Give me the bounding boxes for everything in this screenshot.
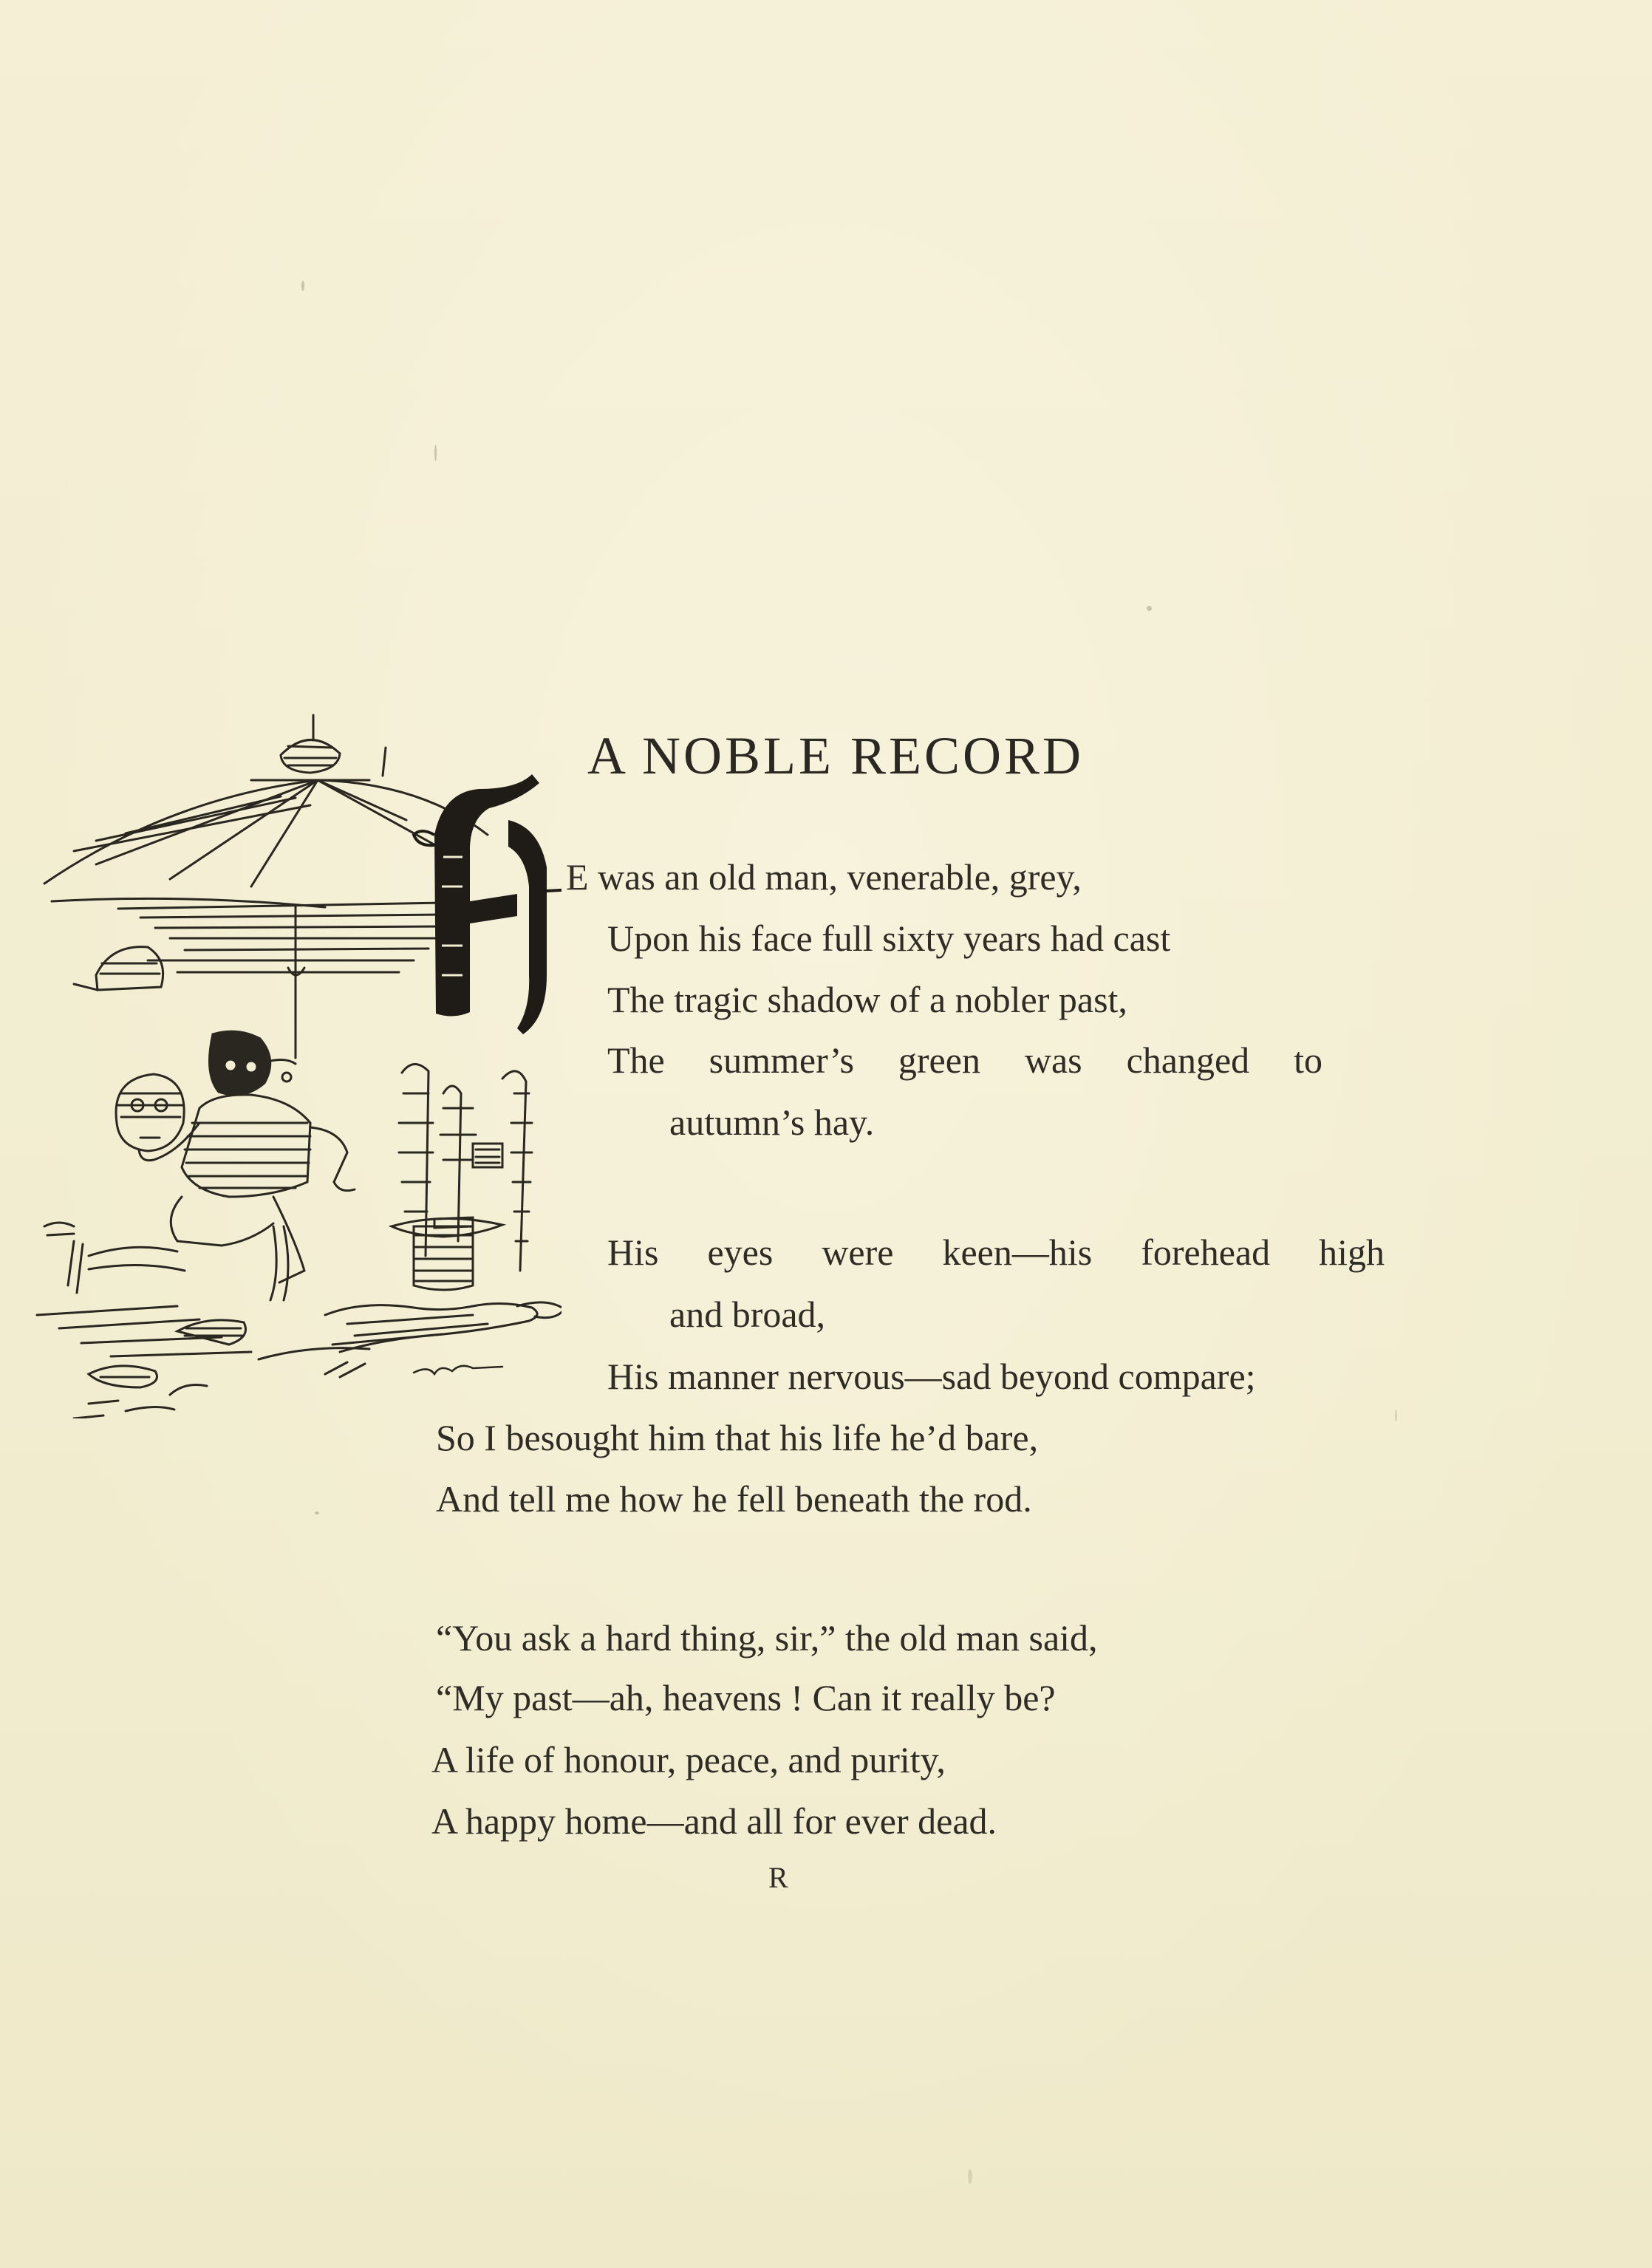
finial-figure: [251, 715, 386, 780]
drop-cap-h: [414, 774, 562, 1034]
paper-speck: [1147, 606, 1152, 611]
stanza3-line1: “You ask a hard thing, sir,” the old man said,: [436, 1617, 1098, 1659]
umbrella-stand: [399, 1064, 532, 1271]
poem-title: A NOBLE RECORD: [587, 726, 1085, 785]
seated-figure: [89, 1031, 355, 1300]
stanza1-line2: Upon his face full sixty years had cast: [607, 918, 1171, 959]
stanza2-line3: So I besought him that his life he’d bare,: [436, 1417, 1039, 1458]
artist-monogram: [414, 1366, 502, 1374]
stanza3-line4: A happy home—and all for ever dead.: [431, 1800, 997, 1842]
paper-speck: [968, 2169, 972, 2184]
stanza3-line2: “My past—ah, heavens ! Can it really be?: [436, 1677, 1056, 1718]
stanza2-line1: His eyes were keen—his forehead high: [607, 1232, 1385, 1273]
ground-clutter: [37, 1223, 562, 1418]
umbrella-icon: [44, 780, 488, 1058]
stanza1-line4-continued: autumn’s hay.: [669, 1101, 875, 1143]
stanza1-line4: The summer’s green was changed to: [607, 1039, 1322, 1081]
top-hat-icon: [392, 1217, 502, 1290]
paper-speck: [1395, 1410, 1397, 1421]
stanza2-line4: And tell me how he fell beneath the rod.: [436, 1478, 1032, 1520]
skull-icon: [116, 1074, 184, 1151]
signature-mark: R: [768, 1861, 788, 1894]
stanza2-line2: His manner nervous—sad beyond compare;: [607, 1356, 1256, 1397]
stanza1-line1: E was an old man, venerable, grey,: [566, 856, 1082, 898]
initial-illustration: [30, 709, 562, 1418]
paper-speck: [301, 281, 304, 291]
cap-icon: [74, 947, 163, 990]
stanza2-line1-continued: and broad,: [669, 1294, 826, 1335]
stanza3-line3: A life of honour, peace, and purity,: [431, 1739, 946, 1780]
stanza1-line3: The tragic shadow of a nobler past,: [607, 979, 1127, 1020]
paper-speck: [315, 1512, 319, 1514]
paper-speck: [434, 445, 437, 461]
